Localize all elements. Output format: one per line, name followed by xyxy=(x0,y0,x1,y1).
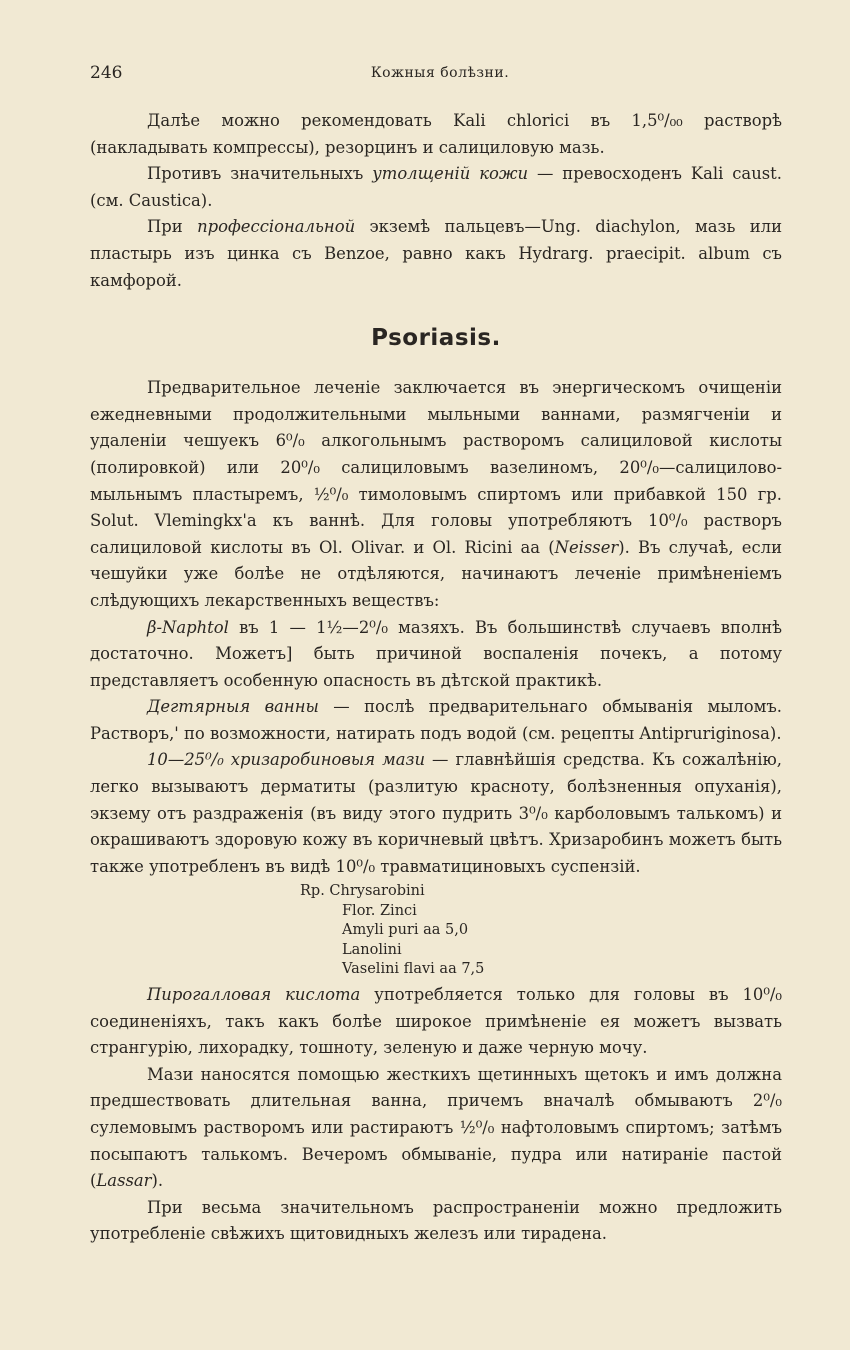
recipe-line: Lanolini xyxy=(342,941,402,958)
emphasis: Neisser xyxy=(554,537,619,557)
paragraph xyxy=(90,982,782,1062)
emphasis: утолщеній кожи xyxy=(372,164,529,184)
page-number: 246 xyxy=(90,63,123,83)
paragraph xyxy=(90,108,782,161)
paragraph-text: въ 1 — 1½—2⁰/₀ мазяхъ. Въ большинствѣ случаевъ вполнѣ достаточно. Можетъ] быть причиной воспаленія почекъ, а потому представляетъ особенную опасность въ дѣтской практикѣ. xyxy=(90,617,782,690)
emphasis: Пирогалловая кислота xyxy=(147,984,361,1004)
paragraph-text: — превосходенъ Kali caust. (см. Caustica). xyxy=(90,164,782,210)
paragraph-text: Предварительное леченіе заключается въ энергическомъ очищеніи ежедневными продолжительными мыльными ваннами, размягченіи и удаленіи чешуекъ 6⁰/₀ алкогольнымъ растворомъ салициловой кислоты (полировкой) или 20⁰/₀ салициловымъ вазелиномъ, 20⁰/₀—салицилово-мыльнымъ пластыремъ, ½⁰/₀ тимоловымъ спиртомъ или прибавкой 150 гр. Solut. Vlemingkx'a къ ваннѣ. Для головы употребляютъ 10⁰/₀ растворъ салициловой кислоты въ Ol. Olivar. и Ol. Ricini aa ( xyxy=(90,378,782,557)
recipe xyxy=(300,882,782,980)
paragraph-text: — главнѣйшія средства. Къ сожалѣнію, легко вызываютъ дерматиты (разлитую красноту, болѣзненныя опуханія), экзему отъ раздраженія (въ виду этого пудрить 3⁰/₀ карболовымъ талькомъ) и окрашиваютъ здоровую кожу въ коричневый цвѣтъ. Хризаробинъ можетъ быть также употребленъ въ видѣ 10⁰/₀ травматициновыхъ суспензій. xyxy=(90,750,782,876)
emphasis: профессіональной xyxy=(197,217,356,237)
paragraph xyxy=(90,1062,782,1195)
paragraph-text: Далѣе можно рекомендовать Kali chlorici въ 1,5⁰/₀₀ растворѣ (накладывать компрессы), резорцинъ и салициловую мазь. xyxy=(90,111,782,157)
paragraph xyxy=(90,375,782,614)
page-header xyxy=(90,63,790,87)
paragraph-text: ). xyxy=(151,1171,164,1191)
paragraph xyxy=(90,615,782,695)
paragraph-text: Мази наносятся помощью жесткихъ щетинныхъ щетокъ и имъ должна предшествовать длительная ванна, причемъ вначалѣ обмываютъ 2⁰/₀ сулемовымъ растворомъ или растираютъ ½⁰/₀ нафтоловымъ спиртомъ; затѣмъ посыпаютъ талькомъ. Вечеромъ обмываніе, пудра или натираніе пастой ( xyxy=(90,1064,782,1191)
paragraph xyxy=(90,747,782,880)
paragraph-text: Противъ значительныхъ xyxy=(147,164,373,184)
recipe-line: Flor. Zinci xyxy=(342,902,417,919)
paragraph-text: экземѣ пальцевъ—Ung. diachylon, мазь или пластырь изъ цинка съ Benzoe, равно какъ Hydrarg. praecipit. album съ камфорой. xyxy=(90,217,782,290)
emphasis: 10—25⁰/₀ хризаробиновыя мази xyxy=(147,750,426,770)
paragraph xyxy=(90,694,782,747)
paragraph-text: употребляется только для головы въ 10⁰/₀ соединеніяхъ, такъ какъ болѣе широкое примѣненіе ея можетъ вызвать странгурію, лихорадку, тошноту, зеленую и даже черную мочу. xyxy=(90,984,782,1058)
body-text xyxy=(90,108,782,1248)
paragraph-text: ). Въ случаѣ, если чешуйки уже болѣе не отдѣляются, начинаютъ леченіе примѣненіемъ слѣдующихъ лекарственныхъ веществъ: xyxy=(90,537,782,610)
paragraph-text: При весьма значительномъ распространеніи можно предложить употребленіе свѣжихъ щитовидныхъ железъ или тирадена. xyxy=(90,1197,782,1244)
running-title: Кожныя болѣзни. xyxy=(370,65,510,81)
emphasis: β-Naphtol xyxy=(147,617,229,637)
emphasis: Lassar xyxy=(96,1171,152,1191)
section-heading: Psoriasis. xyxy=(371,325,501,352)
paragraph-text: При xyxy=(147,217,198,237)
recipe-line: Amyli puri aa 5,0 xyxy=(342,922,469,939)
recipe-line: Rp. Chrysarobini xyxy=(300,883,425,900)
paragraph xyxy=(90,214,782,294)
paragraph xyxy=(90,1195,782,1248)
paragraph xyxy=(90,161,782,214)
paragraph-text: — послѣ предварительнаго обмыванія мыломъ. Растворъ,' по возможности, натирать подъ водой (см. рецепты Antipruriginosa). xyxy=(90,697,782,743)
recipe-line: Vaselini flavi aa 7,5 xyxy=(342,961,485,978)
emphasis: Дегтярныя ванны xyxy=(147,697,319,717)
